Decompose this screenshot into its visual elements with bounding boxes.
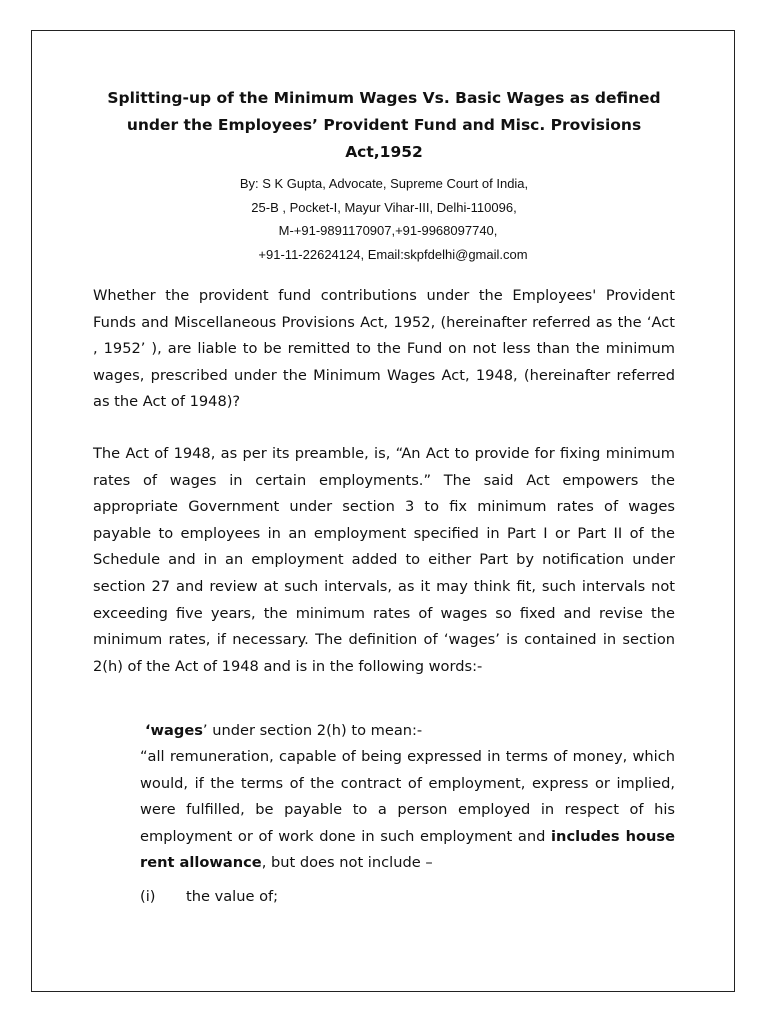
quote-body-text: “all remuneration, capable of being expressed in terms of money, which would, if the terms of the contract of employment, express or implied, were fulfilled, be payable to a person employed in respect of his employment or of work done in such employment and: [140, 748, 675, 845]
byline-author: By: S K Gupta, Advocate, Supreme Court of India,: [239, 176, 529, 191]
byline-mobile: M-+91-9891170907,+91-9968097740,: [278, 223, 498, 238]
quote-heading: [145, 718, 680, 745]
title-line-1: Splitting-up of the Minimum Wages Vs. Basic Wages as defined: [107, 89, 661, 107]
list-item-number: (i): [140, 888, 156, 905]
paragraph-question: Whether the provident fund contributions under the Employees' Provident Funds and Miscellaneous Provisions Act, 1952, (hereinafter referred as the ‘Act , 1952’ ), are liable to be remitted to the Fund on not less than the minimum wages, prescribed under the Minimum Wages Act, 1948, (hereinafter referred as the Act of 1948)?: [93, 287, 675, 411]
title-line-2: under the Employees’ Provident Fund and Misc. Provisions: [126, 116, 642, 134]
document-title: [60, 85, 708, 166]
list-item: [140, 884, 278, 911]
quote-close-mark: ’: [202, 722, 208, 739]
title-line-3: Act,1952: [345, 143, 423, 161]
quote-open-mark: ‘: [145, 722, 151, 739]
byline-phone-email: +91-11-22624124, Email:skpfdelhi@gmail.com: [258, 246, 528, 262]
quote-body-bold: includes house rent allowance: [140, 827, 676, 872]
quote-definition: [140, 744, 675, 877]
quote-body-end: , but does not include –: [261, 854, 433, 872]
author-byline: [60, 172, 708, 266]
quote-heading-text: under section 2(h) to mean:-: [207, 722, 423, 739]
byline-address: 25-B , Pocket-I, Mayur Vihar-III, Delhi-110096,: [251, 199, 517, 215]
list-item-text: the value of;: [186, 888, 279, 905]
quote-term: wages: [150, 722, 203, 739]
paragraph-act-1948: The Act of 1948, as per its preamble, is, “An Act to provide for fixing minimum rates of wages in certain employments.” The said Act empowers the appropriate Government under section 3 to fix minimum rates of wages payable to employees in an employment specified in Part I or Part II of the Schedule and in an employment added to either Part by notification under section 27 and review at such intervals, as it may think fit, such intervals not exceeding five years, the minimum rates of wages so fixed and revise the minimum rates, if necessary. The definition of ‘wages’ is contained in section 2(h) of the Act of 1948 and is in the following words:-: [93, 445, 675, 675]
